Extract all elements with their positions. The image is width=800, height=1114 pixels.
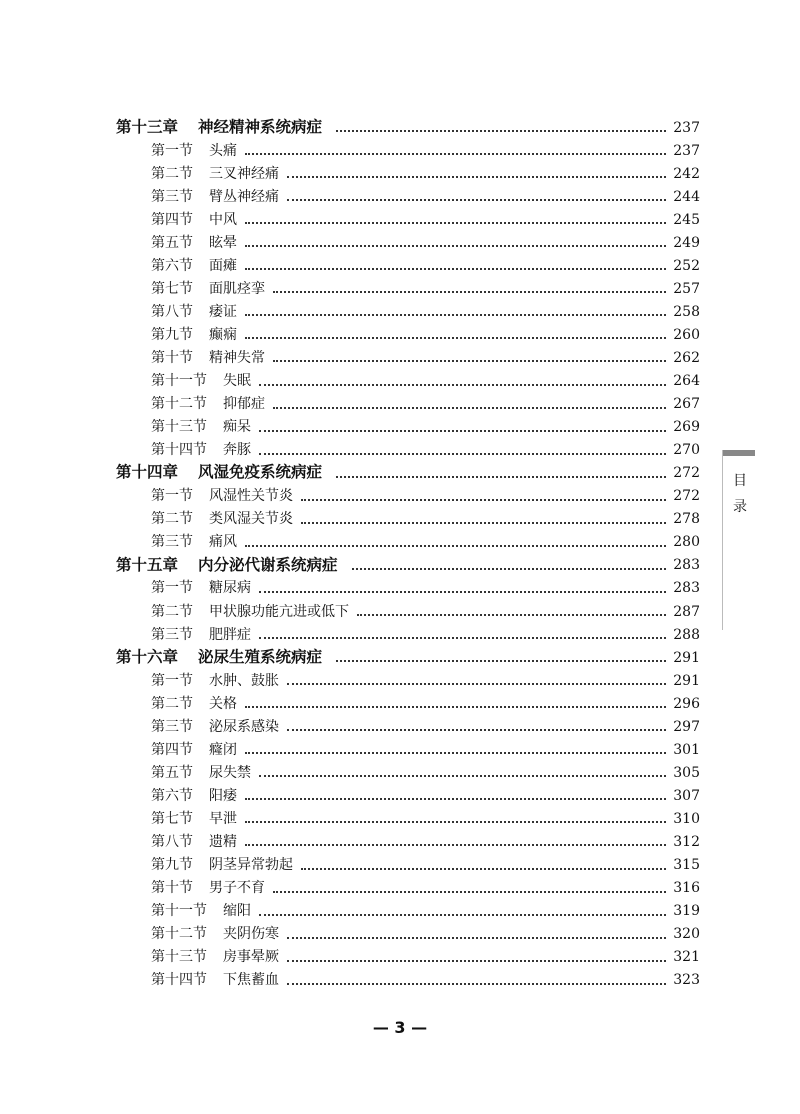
toc-section-row[interactable]	[116, 830, 700, 853]
toc-entry-number: 第六节	[151, 787, 193, 804]
page-number: — 3 —	[372, 1018, 428, 1037]
toc-entry-label	[151, 950, 279, 964]
toc-entry-page: 257	[673, 280, 700, 297]
toc-entry-page: 264	[673, 373, 700, 390]
toc-entry-number: 第二节	[151, 511, 193, 528]
toc-entry-number: 第十四章	[116, 463, 179, 482]
toc-entry-page: 291	[673, 672, 700, 689]
toc-entry-label	[151, 904, 251, 918]
table-of-contents	[116, 116, 700, 992]
toc-entry-number: 第五节	[151, 764, 193, 781]
toc-entry-number: 第一节	[151, 142, 193, 159]
dot-leader	[259, 913, 666, 916]
toc-entry-title: 痴呆	[223, 419, 251, 436]
toc-entry-title: 下焦蓄血	[223, 972, 279, 989]
toc-section-row[interactable]	[116, 370, 700, 393]
toc-entry-number: 第十三章	[116, 117, 179, 136]
toc-section-row[interactable]	[116, 254, 700, 277]
toc-section-row[interactable]	[116, 577, 700, 600]
dot-leader	[259, 774, 666, 777]
dot-leader	[245, 705, 666, 708]
dot-leader	[336, 129, 666, 132]
toc-section-row[interactable]	[116, 854, 700, 877]
toc-entry-label	[151, 581, 251, 595]
toc-entry-title: 风湿性关节炎	[209, 488, 293, 505]
dot-leader	[287, 682, 666, 685]
dot-leader	[287, 728, 666, 731]
toc-entry-page: 287	[673, 603, 700, 620]
toc-chapter-row[interactable]	[116, 116, 700, 139]
toc-entry-label	[151, 397, 265, 411]
dot-leader	[245, 820, 666, 823]
toc-entry-number: 第四节	[151, 741, 193, 758]
dot-leader	[287, 959, 666, 962]
toc-entry-page: 272	[673, 465, 700, 482]
dot-leader	[245, 221, 666, 224]
toc-entry-title: 内分泌代谢系统病症	[198, 555, 338, 574]
toc-section-row[interactable]	[116, 485, 700, 508]
toc-entry-number: 第十四节	[151, 972, 207, 989]
toc-entry-page: 296	[673, 695, 700, 712]
toc-entry-page: 319	[673, 903, 700, 920]
toc-chapter-row[interactable]	[116, 646, 700, 669]
dot-leader	[273, 406, 666, 409]
toc-section-row[interactable]	[116, 346, 700, 369]
toc-section-row[interactable]	[116, 139, 700, 162]
toc-entry-title: 早泄	[209, 810, 237, 827]
toc-entry-label	[151, 328, 237, 342]
toc-section-row[interactable]	[116, 877, 700, 900]
toc-section-row[interactable]	[116, 323, 700, 346]
toc-entry-number: 第十节	[151, 880, 193, 897]
dot-leader	[245, 244, 666, 247]
dot-leader	[301, 521, 666, 524]
dot-leader	[273, 359, 666, 362]
side-tab	[722, 450, 755, 630]
toc-section-row[interactable]	[116, 900, 700, 923]
toc-entry-label	[116, 117, 323, 136]
toc-section-row[interactable]	[116, 300, 700, 323]
dot-leader	[259, 636, 666, 639]
toc-section-row[interactable]	[116, 692, 700, 715]
toc-entry-label	[151, 282, 265, 296]
toc-entry-title: 痛风	[209, 534, 237, 551]
dot-leader	[273, 890, 666, 893]
dot-leader	[245, 152, 666, 155]
dot-leader	[357, 613, 666, 616]
toc-entry-title: 神经精神系统病症	[198, 117, 323, 136]
toc-entry-label	[151, 697, 237, 711]
toc-entry-page: 320	[673, 926, 700, 943]
toc-entry-title: 关格	[209, 695, 237, 712]
dot-leader	[336, 659, 666, 662]
toc-section-row[interactable]	[116, 162, 700, 185]
toc-section-row[interactable]	[116, 531, 700, 554]
toc-entry-page: 237	[673, 119, 700, 136]
toc-section-row[interactable]	[116, 508, 700, 531]
dot-leader	[245, 797, 666, 800]
toc-entry-label	[151, 789, 237, 803]
toc-entry-number: 第九节	[151, 326, 193, 343]
toc-section-row[interactable]	[116, 623, 700, 646]
toc-entry-page: 260	[673, 326, 700, 343]
toc-entry-title: 阳痿	[209, 787, 237, 804]
toc-entry-page: 307	[673, 787, 700, 804]
toc-entry-title: 头痛	[209, 142, 237, 159]
toc-entry-title: 痿证	[209, 303, 237, 320]
toc-entry-label	[151, 305, 237, 319]
toc-entry-page: 242	[673, 165, 700, 182]
toc-section-row[interactable]	[116, 923, 700, 946]
toc-chapter-row[interactable]	[116, 462, 700, 485]
toc-section-row[interactable]	[116, 277, 700, 300]
toc-entry-number: 第十四节	[151, 442, 207, 459]
toc-entry-label	[151, 374, 251, 388]
toc-entry-page: 258	[673, 303, 700, 320]
toc-entry-title: 眩晕	[209, 234, 237, 251]
toc-entry-number: 第二节	[151, 165, 193, 182]
toc-entry-number: 第一节	[151, 488, 193, 505]
toc-section-row[interactable]	[116, 393, 700, 416]
toc-entry-number: 第二节	[151, 603, 193, 620]
toc-section-row[interactable]	[116, 946, 700, 969]
toc-entry-page: 244	[673, 188, 700, 205]
toc-entry-page: 301	[673, 741, 700, 758]
toc-entry-label	[151, 881, 265, 895]
toc-section-row[interactable]	[116, 208, 700, 231]
toc-section-row[interactable]	[116, 807, 700, 830]
toc-entry-number: 第二节	[151, 695, 193, 712]
toc-entry-title: 臂丛神经痛	[209, 188, 279, 205]
toc-entry-title: 癫痫	[209, 326, 237, 343]
toc-section-row[interactable]	[116, 416, 700, 439]
toc-entry-page: 237	[673, 142, 700, 159]
toc-entry-page: 288	[673, 626, 700, 643]
toc-entry-number: 第一节	[151, 672, 193, 689]
toc-entry-number: 第三节	[151, 718, 193, 735]
toc-entry-label	[151, 927, 279, 941]
toc-entry-page: 262	[673, 349, 700, 366]
toc-entry-title: 面瘫	[209, 257, 237, 274]
toc-entry-number: 第五节	[151, 234, 193, 251]
toc-entry-title: 男子不育	[209, 880, 265, 897]
toc-entry-title: 房事晕厥	[223, 949, 279, 966]
toc-entry-title: 面肌痉挛	[209, 280, 265, 297]
toc-entry-number: 第四节	[151, 211, 193, 228]
toc-entry-page: 283	[673, 580, 700, 597]
toc-section-row[interactable]	[116, 231, 700, 254]
toc-entry-title: 夹阴伤寒	[223, 926, 279, 943]
toc-entry-label	[151, 190, 279, 204]
toc-entry-label	[151, 812, 237, 826]
toc-entry-label	[151, 720, 279, 734]
toc-entry-page: 323	[673, 972, 700, 989]
toc-entry-label	[151, 535, 237, 549]
dot-leader	[259, 452, 666, 455]
toc-entry-label	[151, 144, 237, 158]
toc-entry-number: 第十一节	[151, 903, 207, 920]
toc-entry-page: 280	[673, 534, 700, 551]
toc-entry-title: 抑郁症	[223, 396, 265, 413]
toc-entry-page: 321	[673, 949, 700, 966]
dot-leader	[336, 475, 666, 478]
toc-entry-label	[151, 858, 293, 872]
toc-entry-label	[151, 259, 237, 273]
toc-entry-number: 第八节	[151, 303, 193, 320]
toc-entry-title: 奔豚	[223, 442, 251, 459]
toc-entry-number: 第七节	[151, 280, 193, 297]
toc-entry-number: 第一节	[151, 580, 193, 597]
toc-entry-label	[116, 647, 323, 666]
toc-entry-number: 第十三节	[151, 419, 207, 436]
toc-entry-title: 类风湿关节炎	[209, 511, 293, 528]
toc-section-row[interactable]	[116, 185, 700, 208]
toc-entry-number: 第九节	[151, 857, 193, 874]
toc-entry-number: 第十六章	[116, 647, 179, 666]
dot-leader	[301, 498, 666, 501]
toc-entry-title: 阴茎异常勃起	[209, 857, 293, 874]
toc-entry-number: 第十二节	[151, 396, 207, 413]
toc-section-row[interactable]	[116, 784, 700, 807]
toc-entry-page: 312	[673, 833, 700, 850]
dot-leader	[287, 936, 666, 939]
toc-section-row[interactable]	[116, 669, 700, 692]
dot-leader	[259, 383, 666, 386]
toc-entry-title: 水肿、鼓胀	[209, 672, 279, 689]
dot-leader	[245, 544, 666, 547]
toc-entry-page: 283	[673, 557, 700, 574]
toc-entry-number: 第八节	[151, 833, 193, 850]
toc-entry-page: 315	[673, 857, 700, 874]
toc-entry-label	[151, 973, 279, 987]
toc-entry-title: 遗精	[209, 833, 237, 850]
toc-section-row[interactable]	[116, 600, 700, 623]
toc-entry-title: 精神失常	[209, 349, 265, 366]
toc-entry-label	[151, 213, 237, 227]
toc-entry-title: 泌尿系感染	[209, 718, 279, 735]
dot-leader	[352, 567, 666, 570]
toc-entry-label	[151, 674, 279, 688]
toc-entry-label	[151, 835, 237, 849]
toc-entry-title: 风湿免疫系统病症	[198, 463, 323, 482]
toc-entry-title: 肥胖症	[209, 626, 251, 643]
toc-entry-title: 中风	[209, 211, 237, 228]
toc-entry-label	[116, 555, 338, 574]
toc-entry-title: 三叉神经痛	[209, 165, 279, 182]
toc-entry-page: 269	[673, 419, 700, 436]
toc-entry-title: 甲状腺功能亢进或低下	[209, 603, 349, 620]
toc-entry-label	[151, 489, 293, 503]
dot-leader	[259, 429, 666, 432]
toc-entry-page: 291	[673, 649, 700, 666]
dot-leader	[245, 313, 666, 316]
dot-leader	[287, 175, 666, 178]
side-tab-bar	[723, 450, 755, 456]
toc-entry-number: 第三节	[151, 626, 193, 643]
toc-section-row[interactable]	[116, 715, 700, 738]
side-tab-label: 目录	[733, 473, 747, 515]
toc-entry-page: 297	[673, 718, 700, 735]
toc-entry-label	[151, 743, 237, 757]
toc-chapter-row[interactable]	[116, 554, 700, 577]
toc-entry-number: 第十五章	[116, 555, 179, 574]
toc-entry-number: 第十一节	[151, 373, 207, 390]
toc-entry-label	[151, 766, 251, 780]
dot-leader	[287, 982, 666, 985]
toc-entry-label	[116, 465, 322, 481]
toc-entry-number: 第十节	[151, 349, 193, 366]
toc-entry-page: 249	[673, 234, 700, 251]
dot-leader	[273, 290, 666, 293]
toc-entry-number: 第三节	[151, 188, 193, 205]
toc-entry-label	[151, 443, 251, 457]
toc-entry-number: 第十三节	[151, 949, 207, 966]
toc-section-row[interactable]	[116, 761, 700, 784]
toc-section-row[interactable]	[116, 738, 700, 761]
dot-leader	[259, 590, 666, 593]
toc-entry-page: 252	[673, 257, 700, 274]
toc-entry-title: 失眠	[223, 373, 251, 390]
toc-entry-page: 272	[673, 488, 700, 505]
toc-entry-number: 第三节	[151, 534, 193, 551]
toc-entry-label	[151, 351, 265, 365]
dot-leader	[287, 198, 666, 201]
toc-entry-title: 癃闭	[209, 741, 237, 758]
toc-entry-page: 245	[673, 211, 700, 228]
toc-entry-label	[151, 236, 237, 250]
toc-entry-title: 糖尿病	[209, 580, 251, 597]
toc-entry-label	[151, 605, 349, 619]
toc-entry-page: 305	[673, 764, 700, 781]
toc-entry-label	[151, 167, 279, 181]
dot-leader	[245, 843, 666, 846]
toc-entry-page: 278	[673, 511, 700, 528]
toc-entry-page: 267	[673, 396, 700, 413]
toc-entry-page: 310	[673, 810, 700, 827]
toc-entry-number: 第十二节	[151, 926, 207, 943]
toc-section-row[interactable]	[116, 439, 700, 462]
dot-leader	[245, 267, 666, 270]
toc-entry-number: 第六节	[151, 257, 193, 274]
toc-entry-title: 尿失禁	[209, 764, 251, 781]
toc-entry-label	[151, 628, 251, 642]
toc-entry-page: 270	[673, 442, 700, 459]
toc-entry-label	[151, 420, 251, 434]
toc-entry-title: 泌尿生殖系统病症	[198, 647, 323, 666]
toc-entry-title: 缩阳	[223, 903, 251, 920]
dot-leader	[245, 751, 666, 754]
dot-leader	[301, 867, 666, 870]
toc-entry-number: 第七节	[151, 810, 193, 827]
toc-section-row[interactable]	[116, 969, 700, 992]
toc-entry-page: 316	[673, 880, 700, 897]
dot-leader	[245, 336, 666, 339]
toc-entry-label	[151, 512, 293, 526]
